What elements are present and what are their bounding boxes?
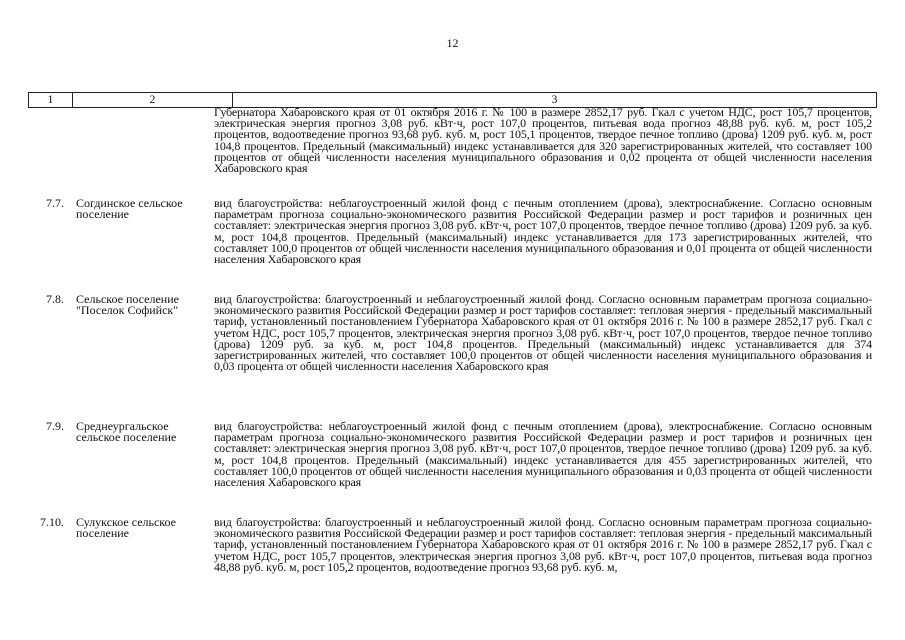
page-number: 12 (446, 36, 459, 50)
header-col-1: 1 (28, 93, 72, 107)
row-number: 7.8. (46, 292, 64, 306)
table-row (28, 107, 877, 198)
settlement-name: Среднеургальское сельское поселение (76, 419, 177, 445)
row-description: вид благоустройства: неблагоустроенный жилой фонд с печным отоплением (дрова), электроснабжение. Согласно основным параметрам прогноза социально-экономического развития Российской Федерации размер и рост тарифов и розничных цен составляет: электрическая энергия прогноз 3,08 руб. кВт·ч, рост 107,0 процентов, твердое печное топливо (дрова) 1209 руб. за куб. м, рост 104,8 процентов. Предельный (максимальный) индекс устанавливается для 173 зарегистрированных жителей, что составляет 100,0 процентов от общей численности населения муниципального образования и 0,01 процента от общей численности населения Хабаровского края (214, 196, 872, 267)
row-description: вид благоустройства: благоустроенный и неблагоустроенный жилой фонд. Согласно основным параметрам прогноза социально-экономического развития Российской Федерации размер и рост тарифов составляет: тепловая энергия - предельный максимальный тариф, установленный постановлением Губернатора Хабаровского края от 01 октября 2016 г. № 100 в размере 2852,17 руб. Гкал с учетом НДС, рост 105,7 процентов, электрическая энергия прогноз 3,08 руб. кВт·ч, рост 107,0 процентов, твердое печное топливо (дрова) 1209 руб. за куб. м, рост 104,8 процентов. Предельный (максимальный) индекс устанавливается для 374 зарегистрированных жителей, что составляет 100,0 процентов от общей численности населения муниципального образования и 0,03 процента от общей численности населения Хабаровского края (214, 292, 872, 374)
table-row (28, 294, 877, 421)
table-row (28, 517, 877, 617)
row-number: 7.10. (40, 515, 64, 529)
row-description: вид благоустройства: неблагоустроенный жилой фонд с печным отоплением (дрова), электроснабжение. Согласно основным параметрам прогноза социально-экономического развития Российской Федерации размер и рост тарифов и розничных цен составляет: электрическая энергия прогноз 3,08 руб. кВт·ч, рост 107,0 процентов, твердое печное топливо (дрова) 1209 руб. за куб. м, рост 104,8 процентов. Предельный (максимальный) индекс устанавливается для 455 зарегистрированных жителей, что составляет 100,0 процентов от общей численности населения муниципального образования и 0,03 процента от общей численности населения Хабаровского края (214, 419, 872, 490)
table-body (28, 107, 877, 617)
row-number: 7.9. (46, 419, 64, 433)
settlement-name: Сулукское сельское поселение (76, 515, 176, 541)
header-col-2: 2 (72, 93, 232, 107)
table-row (28, 421, 877, 517)
header-col-3: 3 (232, 93, 877, 107)
row-description: Губернатора Хабаровского края от 01 октября 2016 г. № 100 в размере 2852,17 руб. Гкал с учетом НДС, рост 105,7 процентов, электрическая энергия прогноз 3,08 руб. кВт·ч, рост 107,0 процентов, питьевая вода прогноз 48,88 руб. куб. м, рост 105,2 процентов, водоотведение прогноз 93,68 руб. куб. м, рост 105,1 процентов, твердое печное топливо (дрова) 1209 руб. куб. м, рост 104,8 процентов. Предельный (максимальный) индекс устанавливается для 320 зарегистрированных жителей, что составляет 100 процентов от общей численности населения муниципального образования и 0,02 процента от общей численности населения Хабаровского края (214, 105, 872, 176)
table-row (28, 198, 877, 294)
row-description: вид благоустройства: благоустроенный и неблагоустроенный жилой фонд. Согласно основным параметрам прогноза социально-экономического развития Российской Федерации размер и рост тарифов составляет: тепловая энергия - предельный максимальный тариф, установленный постановлением Губернатора Хабаровского края от 01 октября 2016 г. № 100 в размере 2852,17 руб. Гкал с учетом НДС, рост 105,7 процентов, электрическая энергия прогноз 3,08 руб. кВт·ч, рост 107,0 процентов, питьевая вода прогноз 48,88 руб. куб. м, рост 105,2 процентов, водоотведение прогноз 93,68 руб. куб. м, (214, 515, 872, 574)
row-number: 7.7. (46, 196, 64, 210)
settlement-name: Сельское поселение "Поселок Софийск" (76, 292, 179, 318)
settlement-name: Согдинское сельское поселение (76, 196, 183, 222)
